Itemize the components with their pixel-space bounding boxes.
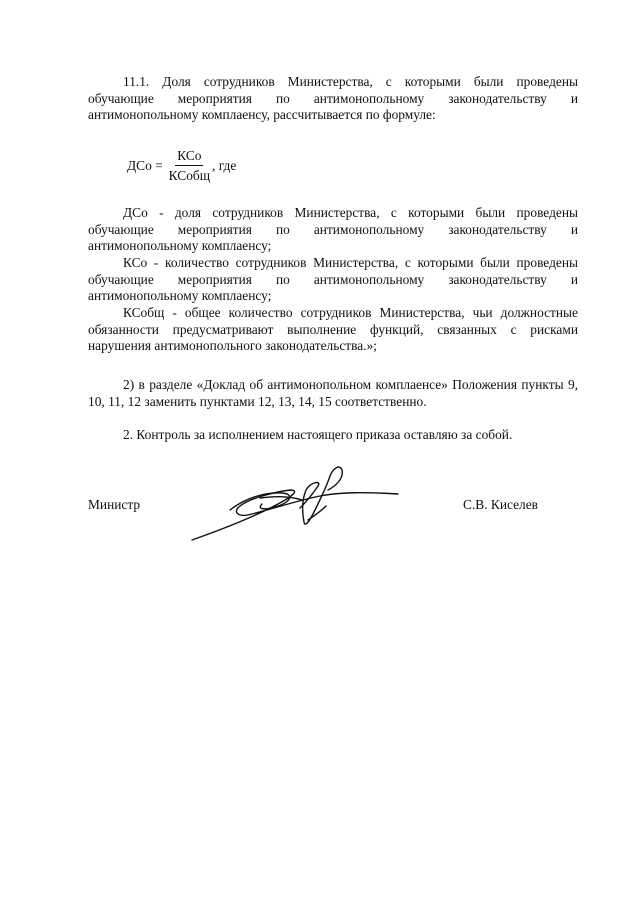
definition-kso: КСо - количество сотрудников Министерства, с которыми были проведены обучающие мероприятия по антимонопольному законодательству и антимонопольному комплаенсу;: [88, 255, 578, 303]
paragraph-11-1: 11.1. Доля сотрудников Министерства, с которыми были проведены обучающие мероприятия по антимонопольному законодательству и антимонопольному комплаенсу, рассчитывается по формуле:: [88, 74, 578, 122]
handwritten-signature: [190, 460, 405, 545]
paragraph-2-section: 2) в разделе «Доклад об антимонопольном комплаенсе» Положения пункты 9, 10, 11, 12 заменить пунктами 12, 13, 14, 15 соответственно.: [88, 377, 578, 409]
formula-suffix: , где: [212, 158, 237, 173]
signatory-title: Министр: [88, 497, 141, 512]
formula: [127, 146, 236, 186]
formula-denominator: КСобщ: [168, 168, 211, 183]
formula-fraction: [169, 148, 210, 184]
definition-ksobsch: КСобщ - общее количество сотрудников Министерства, чьи должностные обязанности предусматривают выполнение функций, связанных с рисками нарушения антимонопольного законодательства.»;: [88, 305, 578, 353]
definition-dso: ДСо - доля сотрудников Министерства, с которыми были проведены обучающие мероприятия по антимонопольному законодательству и антимонопольному комплаенсу;: [88, 205, 578, 253]
formula-numerator: КСо: [175, 148, 203, 166]
signatory-name: С.В. Киселев: [463, 497, 539, 512]
paragraph-control: 2. Контроль за исполнением настоящего приказа оставляю за собой.: [123, 427, 513, 442]
formula-lhs: ДСо =: [127, 158, 163, 173]
